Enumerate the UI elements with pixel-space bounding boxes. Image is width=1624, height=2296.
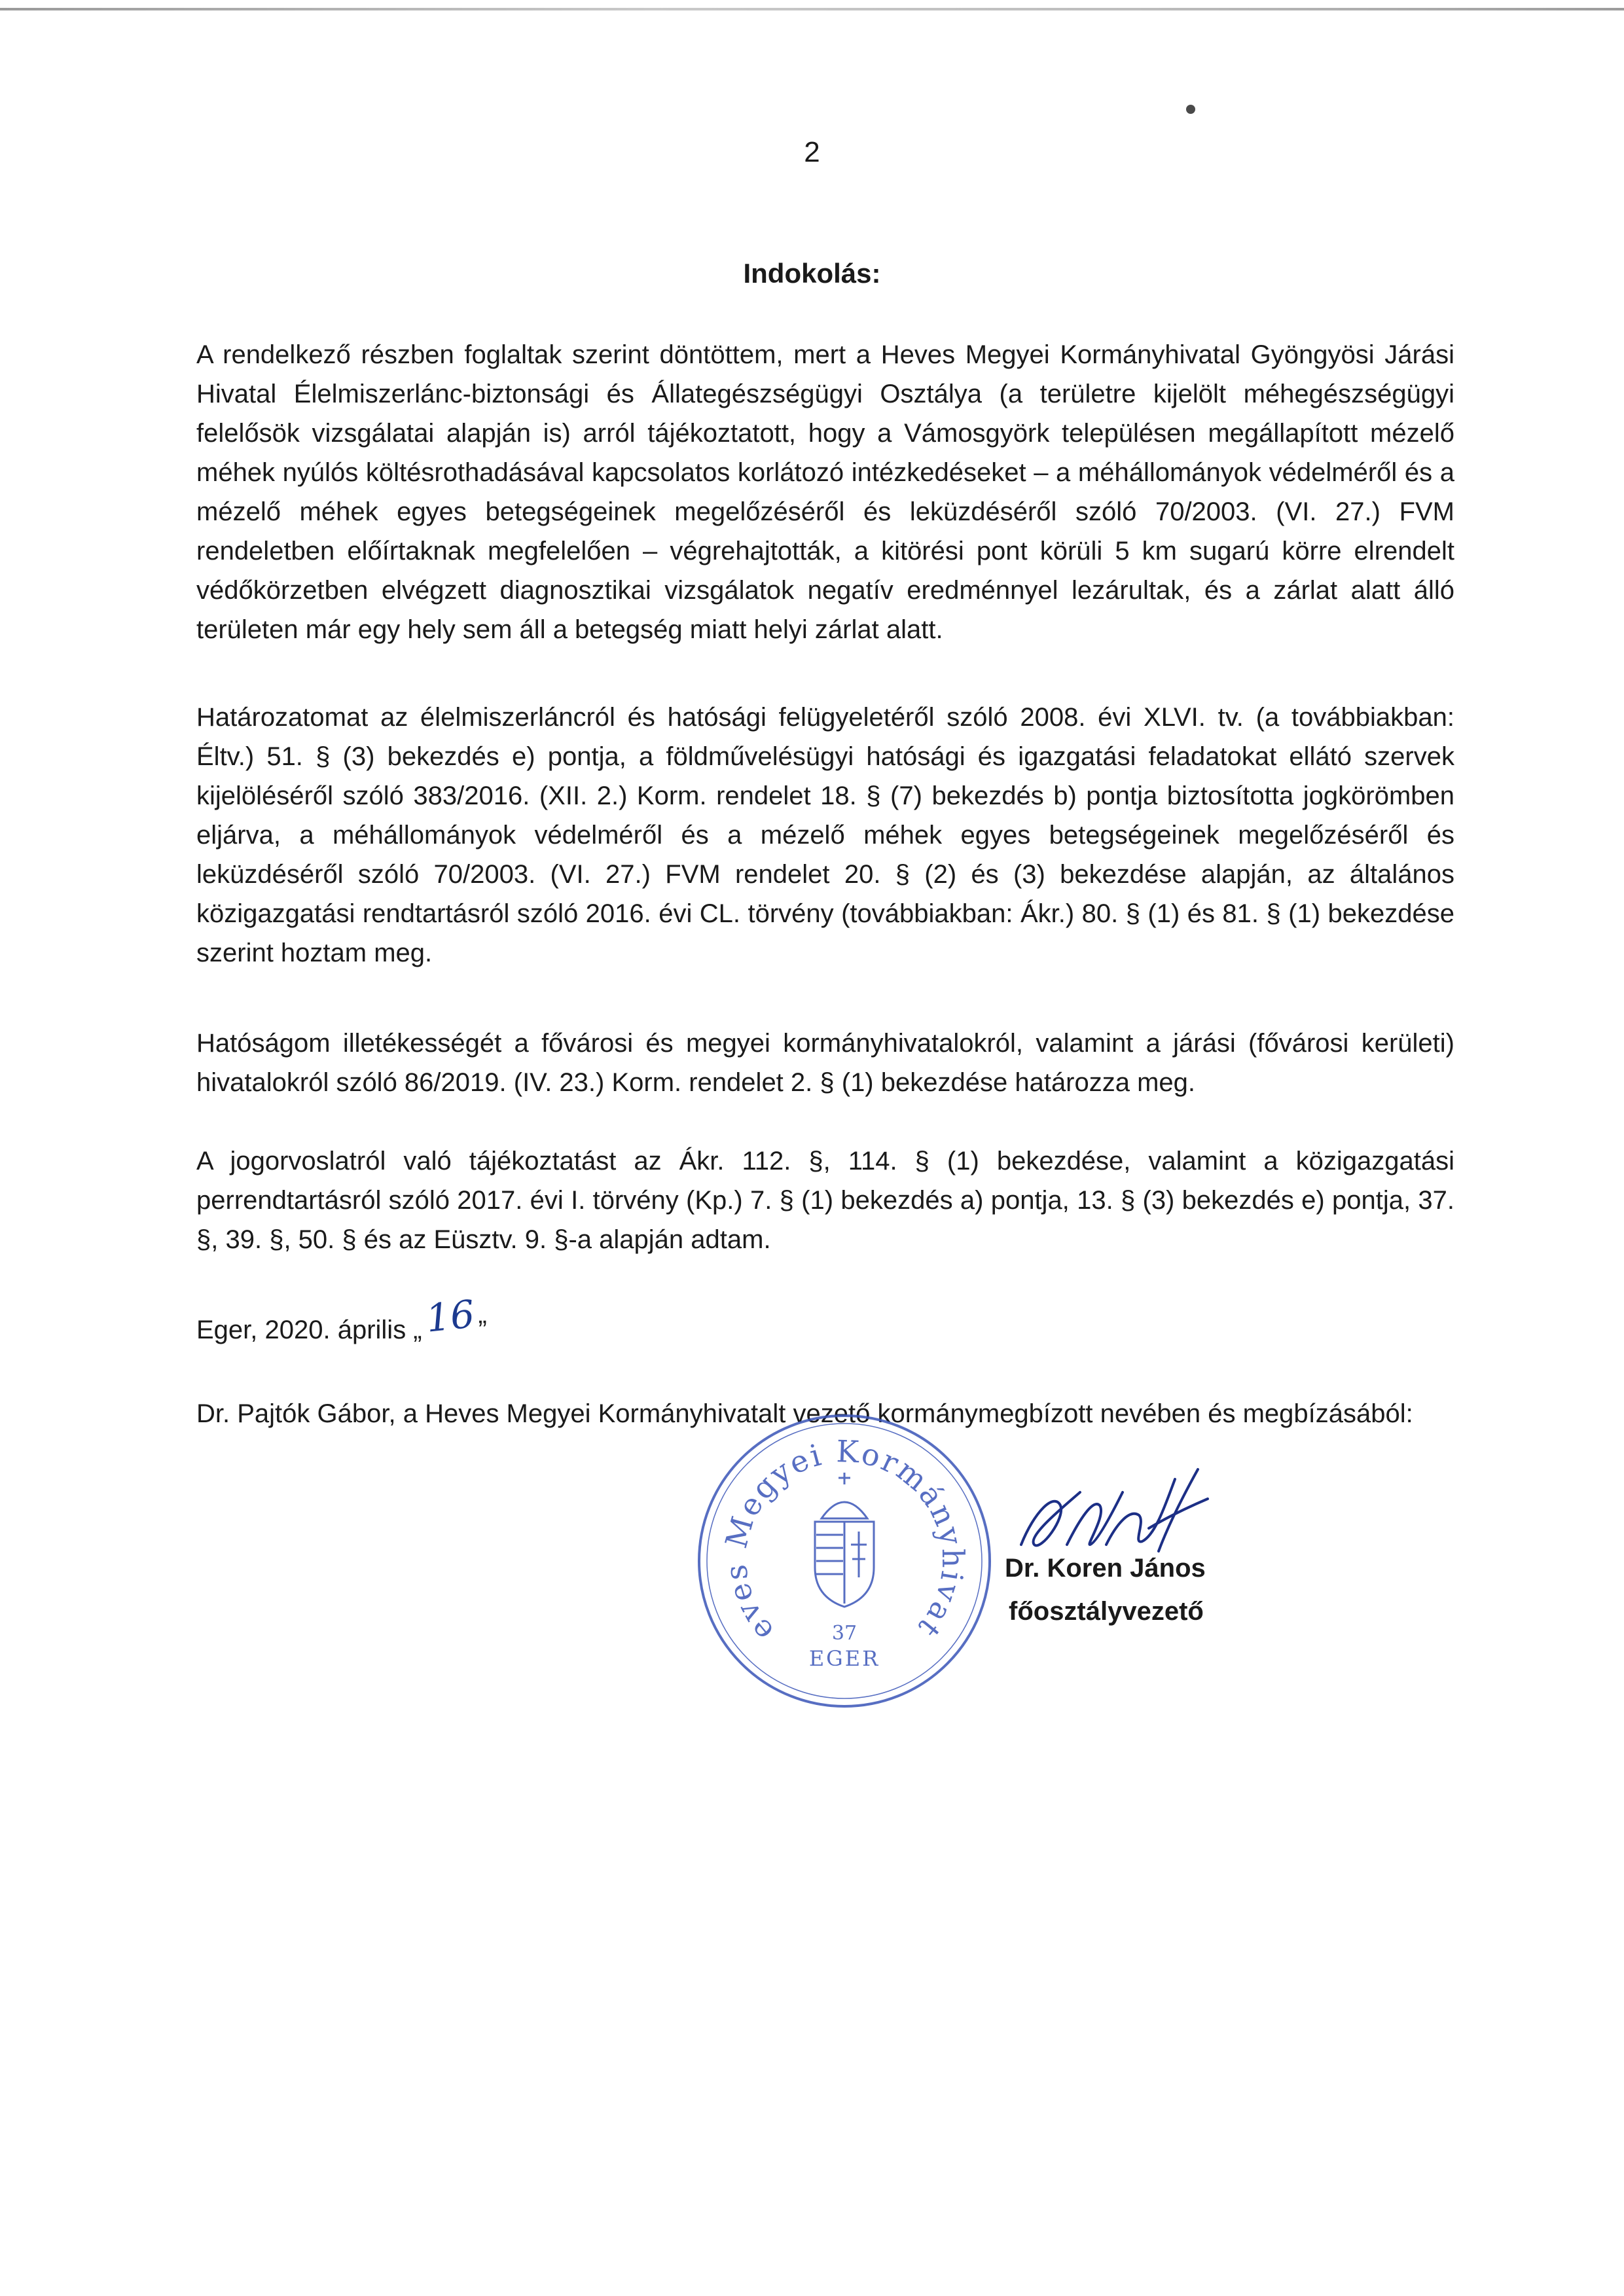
paragraph-decision-reason: A rendelkező részben foglaltak szerint döntöttem, mert a Heves Megyei Kormányhivatal Gyöngyösi Járási Hivatal Élelmiszerlánc-biztonsági és Állategészségügyi Osztálya (a területre kijelölt méhegészségügyi felelősök vizsgálatai alapján is) arról tájékoztatott, hogy a Vámosgyörk településen megállapított mézelő méhek nyúlós költésrothadásával kapcsolatos korlátozó intézkedéseket – a méhállományok védelméről és a mézelő méhek egyes betegségeinek megelőzéséről és leküzdéséről szóló 70/2003. (VI. 27.) FVM rendeletben előírtaknak megfelelően – végrehajtották, a kitörési pont körüli 5 km sugarú körre elrendelt védőkörzetben elvégzett diagnosztikai vizsgálatok negatív eredménnyel lezárultak, és a zárlat alatt álló területen már egy hely sem áll a betegség miatt helyi zárlat alatt. xyxy=(196,340,1454,644)
paragraph-legal-remedy: A jogorvoslatról való tájékoztatást az Ákr. 112. §, 114. § (1) bekezdése, valamint a közigazgatási perrendtartásról szóló 2017. évi I. törvény (Kp.) 7. § (1) bekezdés a) pontja, 13. § (3) bekezdés e) pontja, 37. §, 39. §, 50. § és az Eüsztv. 9. §-a alapján adtam. xyxy=(196,1147,1454,1254)
signer-title: főosztályvezető xyxy=(1009,1597,1204,1626)
date-suffix: ” xyxy=(478,1316,487,1344)
scan-top-edge xyxy=(0,8,1624,10)
stamp-number: 37 xyxy=(831,1622,857,1645)
scan-speck xyxy=(1186,105,1195,114)
page-number: 2 xyxy=(804,136,820,168)
official-stamp xyxy=(691,1407,998,1715)
stamp-city: EGER xyxy=(808,1646,880,1671)
paragraph-legal-basis: Határozatomat az élelmiszerláncról és hatósági felügyeletéről szóló 2008. évi XLVI. tv. (a továbbiakban: Éltv.) 51. § (3) bekezdés e) pontja, a földművelésügyi hatósági és igazgatási feladatokat ellátó szervek kijelöléséről szóló 383/2016. (XII. 2.) Korm. rendelet 18. § (7) bekezdés b) pontja biztosította jogkörömben eljárva, a méhállományok védelméről és a mézelő méhek egyes betegségeinek megelőzéséről és leküzdéséről szóló 70/2003. (VI. 27.) FVM rendelet 20. § (2) és (3) bekezdése alapján, az általános közigazgatási rendtartásról szóló 2016. évi CL. törvény (továbbiakban: Ákr.) 80. § (1) és 81. § (1) bekezdése szerint hoztam meg. xyxy=(196,703,1454,967)
stamp-arc-text: eves Megyei Kormányhivat xyxy=(717,1433,971,1649)
paragraph-jurisdiction: Hatóságom illetékességét a fővárosi és megyei kormányhivatalokról, valamint a járási (fővárosi kerületi) hivatalokról szóló 86/2019. (IV. 23.) Korm. rendelet 2. § (1) bekezdése határozza meg. xyxy=(196,1029,1454,1097)
date-line xyxy=(196,1291,487,1350)
signatory-line: Dr. Pajtók Gábor, a Heves Megyei Kormányhivatalt vezető kormánymegbízott nevében és megbízásából: xyxy=(196,1399,1413,1428)
signer-name: Dr. Koren János xyxy=(1005,1554,1206,1583)
handwritten-signature xyxy=(1008,1453,1218,1584)
coat-of-arms-icon xyxy=(815,1473,874,1607)
date-prefix: Eger, 2020. április „ xyxy=(196,1316,422,1344)
section-heading: Indokolás: xyxy=(743,258,881,289)
date-day-handwritten: 16 xyxy=(424,1291,477,1341)
